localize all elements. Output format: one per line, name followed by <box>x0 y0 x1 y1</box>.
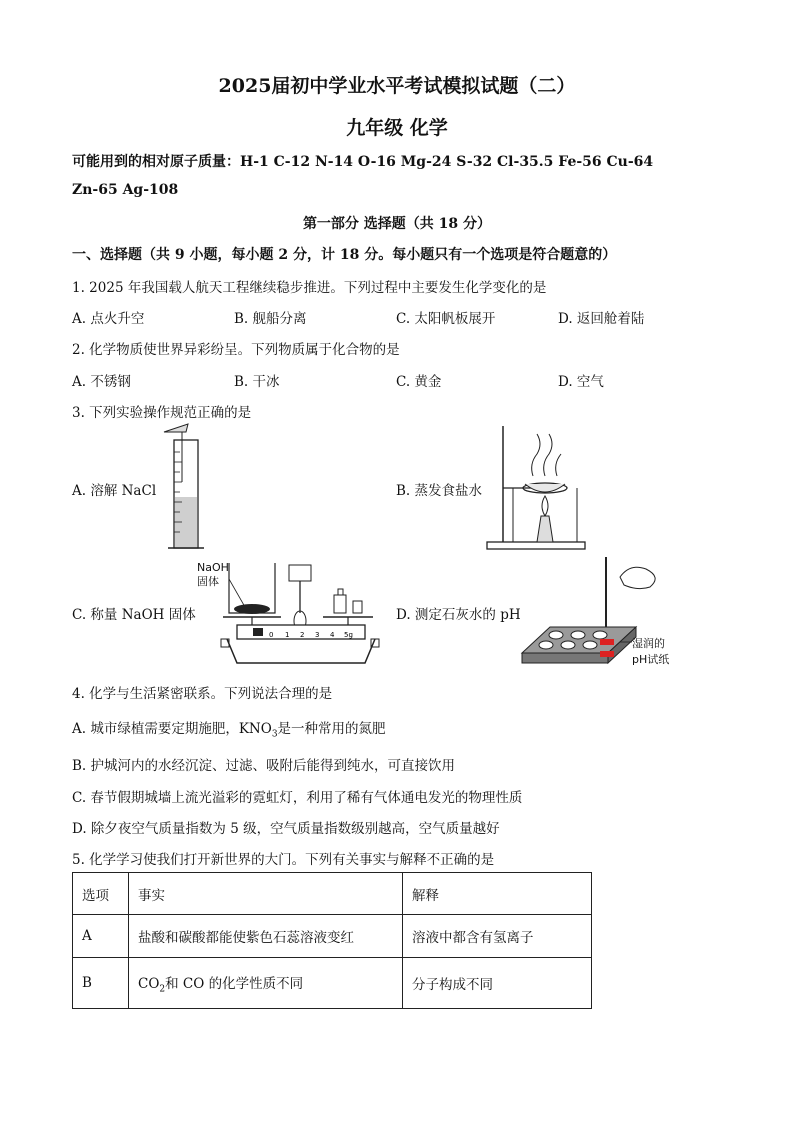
svg-text:3: 3 <box>315 631 320 639</box>
svg-text:5g: 5g <box>344 631 353 639</box>
balance-figure <box>193 555 391 670</box>
formula-subscript: 3 <box>271 729 278 740</box>
row-b-option: B <box>73 958 129 1009</box>
formula-subscript: 2 <box>159 984 166 995</box>
row-a-fact: 盐酸和碳酸都能使紫色石蕊溶液变红 <box>129 915 403 958</box>
q5-stem: 5. 化学学习使我们打开新世界的大门。下列有关事实与解释不正确的是 <box>72 852 495 868</box>
row-a-option: A <box>73 915 129 958</box>
q4-stem: 4. 化学与生活紧密联系。下列说法合理的是 <box>72 686 333 702</box>
q3-option-c: C. 称量 NaOH 固体 <box>72 607 196 623</box>
q1-option-b: B. 舰船分离 <box>234 311 307 327</box>
row-a-explanation: 溶液中都含有氢离子 <box>403 915 592 958</box>
q1-option-c: C. 太阳帆板展开 <box>396 311 496 327</box>
ph-test-figure <box>520 555 685 670</box>
svg-text:1: 1 <box>285 631 290 639</box>
svg-text:4: 4 <box>330 631 335 639</box>
table-row <box>73 915 592 958</box>
header-explanation: 解释 <box>403 873 592 915</box>
q3-option-a: A. 溶解 NaCl <box>72 483 157 499</box>
q4-option-b: B. 护城河内的水经沉淀、过滤、吸附后能得到纯水，可直接饮用 <box>72 758 456 774</box>
q1-stem: 1. 2025 年我国载人航天工程继续稳步推进。下列过程中主要发生化学变化的是 <box>72 280 547 296</box>
atomic-mass-line-1: 可能用到的相对原子质量：H-1 C-12 N-14 O-16 Mg-24 S-32 Cl-35.5 Fe-56 Cu-64 <box>72 154 654 170</box>
q4-option-c: C. 春节假期城墙上流光溢彩的霓虹灯，利用了稀有气体通电发光的物理性质 <box>72 790 523 806</box>
header-option: 选项 <box>73 873 129 915</box>
svg-text:0: 0 <box>269 631 274 639</box>
row-b-fact <box>129 958 403 1009</box>
q4-option-a-suffix: 是一种常用的氮肥 <box>277 721 386 737</box>
ph-paper-label: pH试纸 <box>632 653 670 666</box>
formula-main: KNO <box>238 721 272 737</box>
q1-option-d: D. 返回舱着陆 <box>558 311 645 327</box>
wet-label: 湿润的 <box>632 637 665 650</box>
q4-option-d: D. 除夕夜空气质量指数为 5 级，空气质量指数级别越高，空气质量越好 <box>72 821 500 837</box>
q1-option-a: A. 点火升空 <box>72 311 145 327</box>
q2-option-c: C. 黄金 <box>396 374 442 390</box>
part-title: 第一部分 选择题（共 18 分） <box>302 216 492 232</box>
q2-option-d: D. 空气 <box>558 374 604 390</box>
q4-option-a <box>72 717 386 740</box>
section-title: 一、选择题（共 9 小题，每小题 2 分，计 18 分。每小题只有一个选项是符合题意的） <box>72 247 617 263</box>
atomic-mass-line-2: Zn-65 Ag-108 <box>72 182 179 198</box>
row-b-explanation: 分子构成不同 <box>403 958 592 1009</box>
q3-stem: 3. 下列实验操作规范正确的是 <box>72 405 252 421</box>
table-header-row <box>73 873 592 915</box>
formula-co2: CO <box>138 975 160 992</box>
table-row <box>73 958 592 1009</box>
header-fact: 事实 <box>129 873 403 915</box>
exam-subtitle: 九年级 化学 <box>346 117 448 139</box>
q2-option-b: B. 干冰 <box>234 374 280 390</box>
solid-label: 固体 <box>197 575 219 588</box>
q3-option-b: B. 蒸发食盐水 <box>396 483 483 499</box>
svg-text:2: 2 <box>300 631 305 639</box>
q5-table <box>72 872 592 1009</box>
q3-option-d: D. 测定石灰水的 pH <box>396 607 521 623</box>
q4-formula-kno3 <box>238 721 278 740</box>
q2-stem: 2. 化学物质使世界异彩纷呈。下列物质属于化合物的是 <box>72 342 400 358</box>
naoh-label: NaOH <box>197 561 229 574</box>
evaporation-apparatus-figure <box>485 424 587 552</box>
measuring-cylinder-figure <box>160 422 210 552</box>
q2-option-a: A. 不锈钢 <box>72 374 131 390</box>
q4-option-a-prefix: A. 城市绿植需要定期施肥， <box>72 721 239 737</box>
exam-title: 2025届初中学业水平考试模拟试题（二） <box>218 75 576 97</box>
row-b-fact-text: 和 CO 的化学性质不同 <box>165 975 304 992</box>
